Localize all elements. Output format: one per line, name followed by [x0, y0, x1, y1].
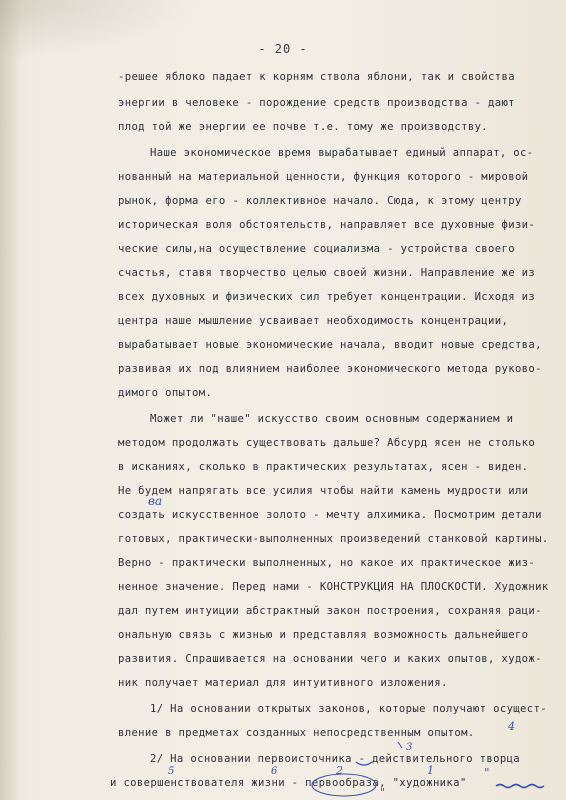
circled-word-mark: [312, 774, 376, 796]
handwritten-quote-mark: ": [380, 786, 386, 799]
text-line: Наше экономическое время вырабатывает единый аппарат, ос-: [150, 147, 534, 159]
text-line: центра наше мышление усваивает необходимость концентрации,: [118, 315, 509, 327]
insertion-arrow-icon: [398, 742, 402, 748]
text-line: ческие силы,на осуществление социализма - устройства своего: [118, 243, 515, 255]
handwritten-number: 1: [427, 764, 434, 777]
handwritten-number: 4: [508, 720, 515, 733]
text-line: плод той же энергии ее почве т.е. тому же производству.: [118, 121, 489, 133]
handwritten-number: 6: [271, 766, 278, 777]
text-line: в исканиях, сколько в практических результатах, ясен - виден.: [118, 461, 529, 473]
text-line: рынок, форма его - коллективное начало. Сюда, к этому центру: [118, 195, 522, 207]
text-line: 1/ На основании открытых законов, которые получают осущест-: [150, 703, 547, 715]
text-line: готовых, практически-выполненных произведений станковой картины.: [118, 533, 549, 545]
handwritten-number: 2: [336, 764, 343, 777]
text-line: всех духовных и физических сил требует концентрации. Исходя из: [118, 291, 536, 303]
text-line: развивая их под влиянием наиболее экономического метода руково-: [118, 363, 542, 375]
text-line: Верно - практически выполненных, но какое их практическое жиз-: [118, 557, 536, 569]
text-line: ональную связь с жизнью и представляя возможность дальнейшего: [118, 629, 529, 641]
text-line: историческая воля обстоятельств, направляет все духовные физи-: [118, 219, 536, 231]
text-line: вление в предметах созданных непосредственным опытом.: [118, 727, 475, 739]
text-line: Не будем напрягать все усилия чтобы найти камень мудрости или: [118, 485, 529, 497]
text-line: дал путем интуиции абстрактный закон построения, сохраняя раци-: [118, 605, 542, 617]
strike-through-scribble: [496, 785, 544, 788]
text-line: и совершенствователя жизни - первообраза, "художника": [110, 777, 467, 789]
text-line: димого опытом.: [118, 387, 213, 399]
text-line: нованный на материальной ценности, функция которого - мировой: [118, 171, 529, 183]
text-line: счастья, ставя творчество целью своей жизни. Направление же из: [118, 267, 536, 279]
text-line: -решее яблоко падает к корням ствола яблони, так и свойства: [118, 71, 515, 83]
text-line: 2/ На основании первоисточника - действительного творца: [150, 753, 521, 765]
page-number: - 20 -: [258, 42, 308, 56]
text-line: создать искусственное золото - мечту алхимика. Посмотрим детали: [118, 509, 542, 521]
text-line: ник получает материал для интуитивного изложения.: [118, 677, 448, 689]
text-line: вырабатывает новые экономические начала, вводит новые средства,: [118, 339, 542, 351]
handwritten-correction: ва: [148, 494, 163, 508]
text-line: ненное значение. Перед нами - КОНСТРУКЦИЯ НА ПЛОСКОСТИ. Художник: [118, 581, 549, 593]
handwritten-quote-mark: ": [484, 766, 490, 780]
text-line: развития. Спрашивается на основании чего и каких опытов, худож-: [118, 653, 542, 665]
text-line: энергии в человеке - порождение средств производства - дают: [118, 97, 515, 109]
text-line: методом продолжать существовать дальше? Абсурд ясен не столько: [118, 437, 536, 449]
text-line: Может ли "наше" искусство своим основным содержанием и: [150, 413, 514, 425]
insertion-arrow-icon: [356, 762, 372, 765]
handwritten-number: 3: [406, 742, 413, 753]
handwritten-number: 5: [168, 766, 175, 777]
